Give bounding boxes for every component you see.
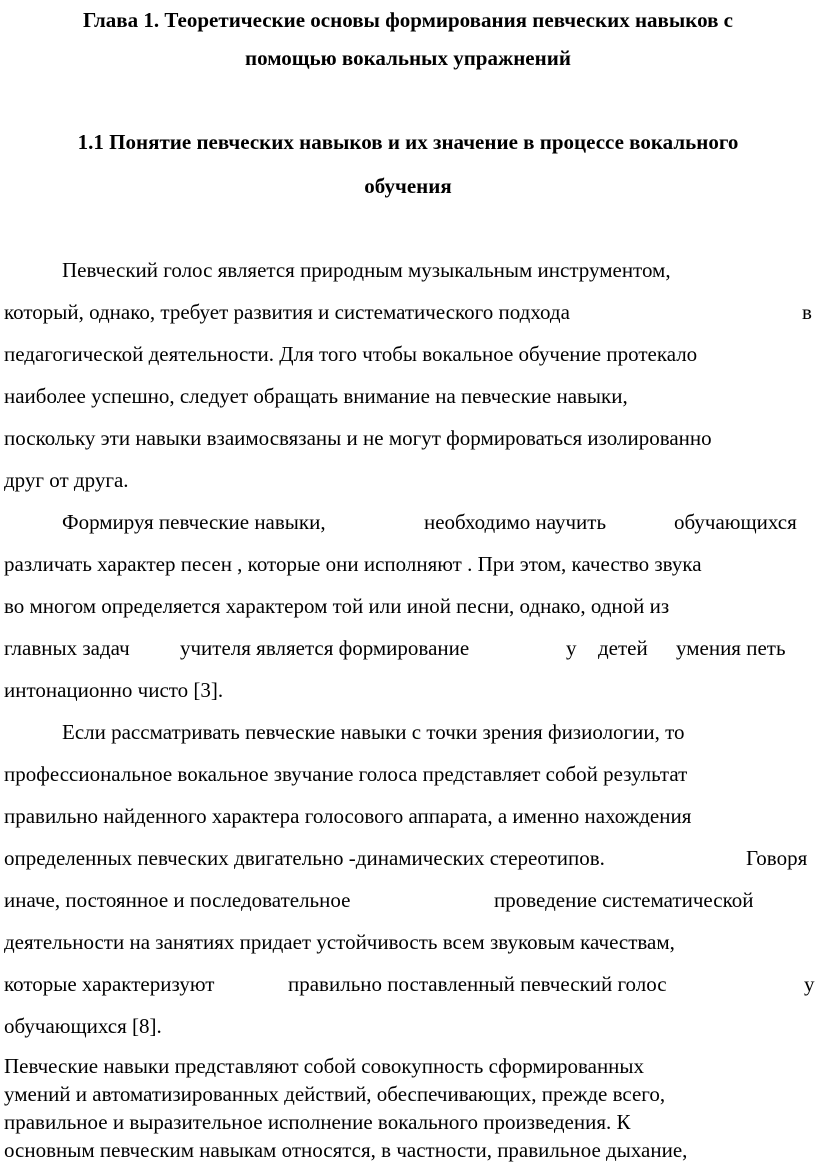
paragraph-line: правильное и выразительное исполнение вокального произведения. К xyxy=(4,1110,631,1134)
paragraph-line: интонационно чисто [3]. xyxy=(4,678,224,702)
paragraph-line: детей xyxy=(598,636,648,660)
paragraph-line: Певческий голос является природным музыкальным инструментом, xyxy=(62,258,671,282)
paragraph-line: обучающихся [8]. xyxy=(4,1014,162,1038)
paragraph-line: у xyxy=(566,636,577,660)
chapter-title-line-2: помощью вокальных упражнений xyxy=(245,46,571,70)
paragraph-line: Если рассматривать певческие навыки с точки зрения физиологии, то xyxy=(62,720,685,744)
paragraph-line: главных задач xyxy=(4,636,130,660)
paragraph-line: Певческие навыки представляют собой совокупность сформированных xyxy=(4,1054,645,1078)
paragraph-line: определенных певческих двигательно -динамических стереотипов. xyxy=(4,846,605,870)
paragraph-line: проведение систематической xyxy=(494,888,754,912)
paragraph-line: различать характер песен , которые они исполняют . При этом, качество звука xyxy=(4,552,702,576)
section-title-line-2: обучения xyxy=(364,174,452,198)
paragraph-line: правильно найденного характера голосового аппарата, а именно нахождения xyxy=(4,804,692,828)
paragraph-line: учителя является формирование xyxy=(180,636,470,660)
paragraph-line: правильно поставленный певческий голос xyxy=(288,972,667,996)
paragraph-line: друг от друга. xyxy=(4,468,129,492)
paragraph-line: поскольку эти навыки взаимосвязаны и не могут формироваться изолированно xyxy=(4,426,712,450)
chapter-title-line-1: Глава 1. Теоретические основы формирования певческих навыков с xyxy=(82,8,733,32)
paragraph-line: профессиональное вокальное звучание голоса представляет собой результат xyxy=(4,762,688,786)
paragraph-line: у xyxy=(804,972,815,996)
paragraph-line: умения петь xyxy=(676,636,786,660)
paragraph-line: наиболее успешно, следует обращать внимание на певческие навыки, xyxy=(4,384,628,408)
section-title-line-1: 1.1 Понятие певческих навыков и их значение в процессе вокального xyxy=(77,130,739,154)
paragraph-line: которые характеризуют xyxy=(4,972,215,996)
paragraph-line: Говоря xyxy=(746,846,808,870)
paragraph-line: педагогической деятельности. Для того чтобы вокальное обучение протекало xyxy=(4,342,698,366)
paragraph-line: во многом определяется характером той или иной песни, однако, одной из xyxy=(4,594,670,618)
paragraph-line: Формируя певческие навыки, xyxy=(62,510,326,534)
paragraph-line: деятельности на занятиях придает устойчивость всем звуковым качествам, xyxy=(4,930,675,954)
paragraph-line: умений и автоматизированных действий, обеспечивающих, прежде всего, xyxy=(4,1082,666,1106)
paragraph-line: который, однако, требует развития и систематического подхода xyxy=(4,300,570,324)
paragraph-line: необходимо научить xyxy=(424,510,607,534)
paragraph-line: основным певческим навыкам относятся, в частности, правильное дыхание, xyxy=(4,1138,688,1162)
paragraph-line: в xyxy=(802,300,812,324)
paragraph-line: обучающихся xyxy=(674,510,797,534)
paragraph-line: иначе, постоянное и последовательное xyxy=(4,888,351,912)
